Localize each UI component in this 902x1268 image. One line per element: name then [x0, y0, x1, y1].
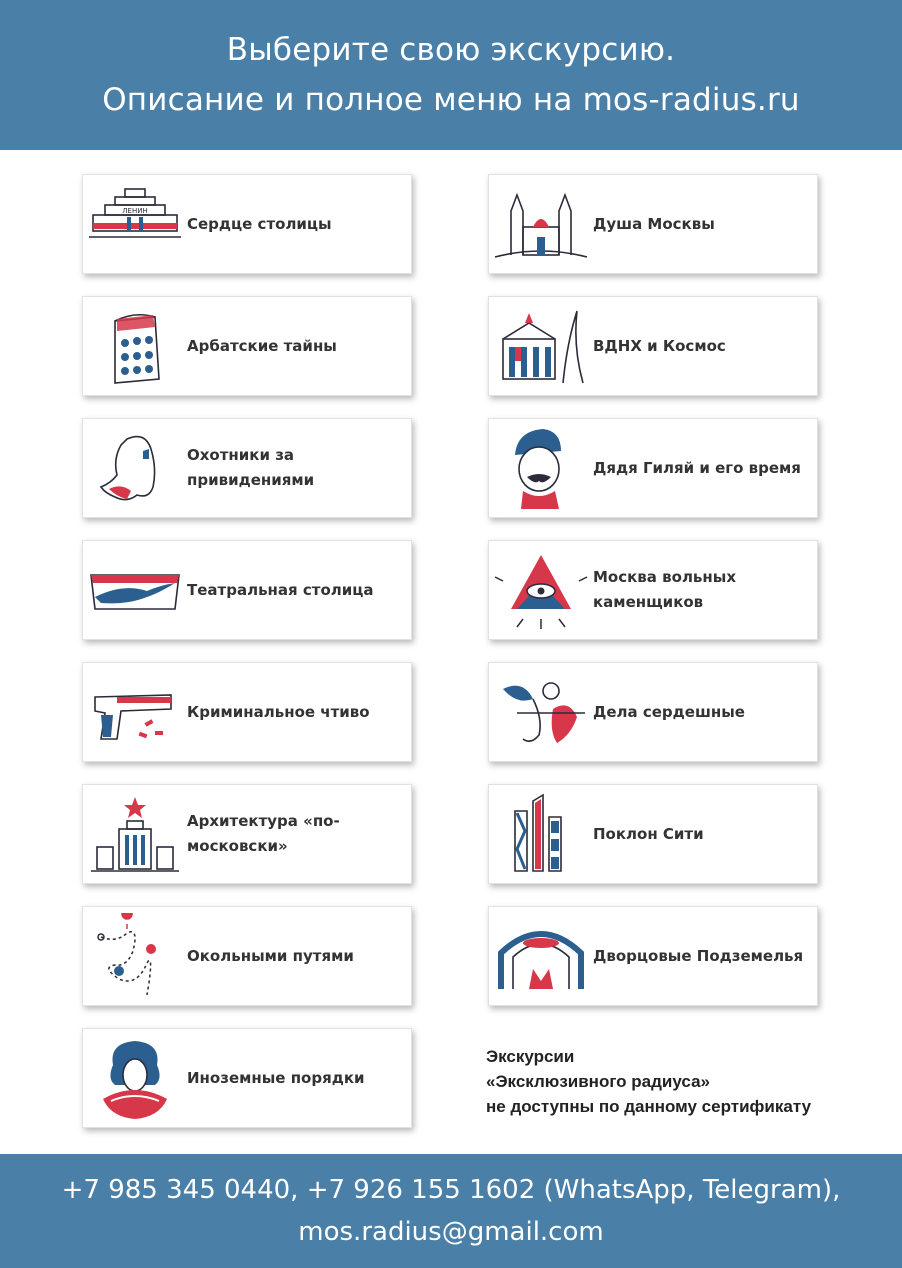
excursion-label: Арбатские тайны [187, 336, 337, 355]
excursion-card-volnye-kamenshchiki[interactable] [488, 540, 818, 640]
note-line: «Эксклюзивного радиуса» [486, 1072, 710, 1091]
cupid-icon [489, 662, 593, 762]
excursion-label: Театральная столица [187, 580, 374, 599]
foreign-portrait-icon [83, 1028, 187, 1128]
excursion-label: Архитектура «по-московски» [187, 812, 340, 855]
excursion-card-arkhitektura-po-moskovski[interactable] [82, 784, 412, 884]
excursion-card-dela-serdeshnye[interactable] [488, 662, 818, 762]
excursion-card-teatralnaya-stolitsa[interactable] [82, 540, 412, 640]
svg-text:ЛЕНИН: ЛЕНИН [122, 207, 148, 215]
arbat-lantern-icon [83, 296, 187, 396]
masonic-eye-icon [489, 540, 593, 640]
excursion-label: ВДНХ и Космос [593, 336, 726, 355]
excursion-card-okolnymi-putyami[interactable] [82, 906, 412, 1006]
excursion-card-serdtse-stolitsy[interactable] [82, 174, 412, 274]
excursion-card-poklon-siti[interactable] [488, 784, 818, 884]
moscow-city-towers-icon [489, 784, 593, 884]
ghost-icon [83, 418, 187, 518]
footer-banner [0, 1154, 902, 1268]
excursion-label: Сердце столицы [187, 214, 332, 233]
excursion-card-dyadya-gilyai[interactable] [488, 418, 818, 518]
note-line: Экскурсии [486, 1047, 575, 1066]
pistol-icon [83, 662, 187, 762]
contact-email[interactable]: mos.radius@gmail.com [298, 1217, 604, 1247]
excursion-label: Криминальное чтиво [187, 702, 370, 721]
excursion-card-vdnkh-i-kosmos[interactable] [488, 296, 818, 396]
excursion-card-arbatskie-tainy[interactable] [82, 296, 412, 396]
excursion-card-inozemnye-poryadki[interactable] [82, 1028, 412, 1128]
excursion-label: Москва вольных каменщиков [593, 568, 737, 611]
header-banner [0, 0, 902, 150]
note-line: не доступны по данному сертификату [486, 1097, 812, 1116]
excursion-label: Дворцовые Подземелья [593, 946, 804, 965]
route-map-icon [83, 906, 187, 1006]
excursion-label: Поклон Сити [593, 824, 704, 843]
excursion-label: Дядя Гиляй и его время [593, 458, 801, 477]
excursion-card-dusha-moskvy[interactable] [488, 174, 818, 274]
excursion-card-okhotniki-za-privideniyami[interactable] [82, 418, 412, 518]
mausoleum-icon [83, 174, 187, 274]
header-subtitle: Описание и полное меню на mos-radius.ru [102, 82, 800, 118]
excursion-label: Душа Москвы [593, 214, 715, 233]
cathedral-icon [489, 174, 593, 274]
contact-phones: +7 985 345 0440, +7 926 155 1602 (WhatsApp, Telegram), [61, 1175, 841, 1205]
metro-station-icon [489, 906, 593, 1006]
stalin-skyscraper-icon [83, 784, 187, 884]
excursion-label: Охотники за привидениями [187, 446, 315, 489]
gilyarovsky-portrait-icon [489, 418, 593, 518]
excursion-card-kriminalnoe-chtivo[interactable] [82, 662, 412, 762]
excursion-label: Дела сердешные [593, 702, 745, 721]
exclusive-note [486, 1044, 846, 1119]
excursion-label: Окольными путями [187, 946, 354, 965]
header-title: Выберите свою экскурсию. [226, 32, 676, 68]
excursion-label: Иноземные порядки [187, 1068, 365, 1087]
excursion-card-dvortsovye-podzemelya[interactable] [488, 906, 818, 1006]
theatre-seagull-icon [83, 540, 187, 640]
vdnkh-rocket-icon [489, 296, 593, 396]
